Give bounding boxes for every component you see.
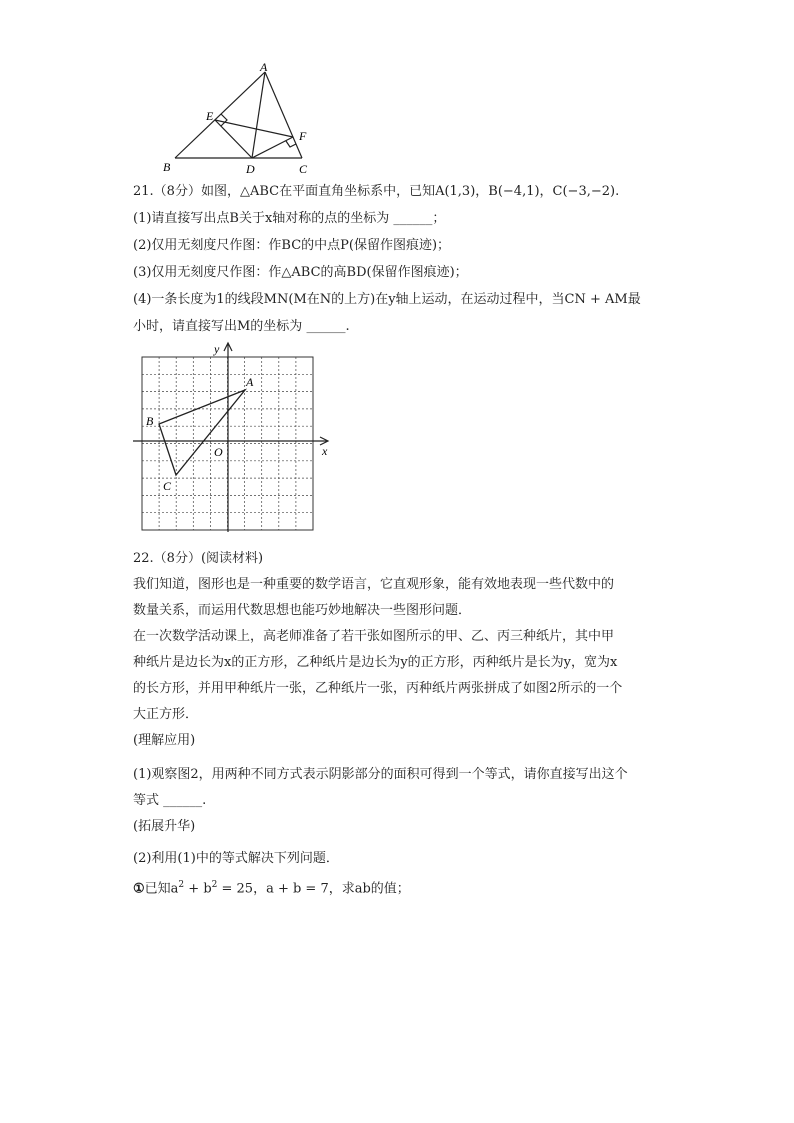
axis-y-label: y (214, 342, 220, 356)
q21-header: 21.（8分）如图，△ABC在平面直角坐标系中，已知A(1,3)，B(−4,1)，C(−3,−2). (133, 184, 620, 199)
label-a: A (260, 60, 268, 74)
q22-q2-part1-text-c: = 25，a + b = 7，求ab的值； (217, 881, 410, 897)
side-ab (175, 72, 265, 158)
label-e: E (206, 109, 214, 123)
q22-q2-part1-text-a: 已知a (144, 881, 179, 897)
q22-q2-part1-text-b: + b (184, 881, 212, 897)
q22-header: 22.（8分）(阅读材料) (133, 551, 264, 566)
q22-section-understand: (理解应用) (133, 733, 196, 748)
label-d: D (246, 162, 255, 176)
segment-ef (215, 120, 293, 137)
q22-section-extend: (拓展升华) (133, 819, 196, 834)
q22-para2-line3: 的长方形，并用甲种纸片一张，乙种纸片一张，丙种纸片两张拼成了如图2所示的一个 (133, 681, 623, 696)
q21-part2: (2)仅用无刻度尺作图：作BC的中点P(保留作图痕迹)； (133, 238, 451, 253)
q21-part3: (3)仅用无刻度尺作图：作△ABC的高BD(保留作图痕迹)； (133, 265, 468, 280)
q21-part4-line1: (4)一条长度为1的线段MN(M在N的上方)在y轴上运动，在运动过程中，当CN + AM最 (133, 292, 641, 307)
coordinate-grid-figure (130, 340, 340, 535)
segment-df (252, 137, 293, 158)
segment-de (215, 120, 252, 158)
q22-para1-line1: 我们知道，图形也是一种重要的数学语言，它直观形象，能有效地表现一些代数中的 (133, 577, 615, 592)
q22-para2-line2: 种纸片是边长为x的正方形，乙种纸片是边长为y的正方形，丙种纸片是长为y，宽为x (133, 655, 618, 670)
q22-q1-line2: 等式 ______. (133, 793, 207, 808)
origin-label: O (214, 445, 223, 459)
point-a-label: A (246, 375, 254, 389)
exponent-a: 2 (178, 880, 185, 890)
q22-q1-line1: (1)观察图2，用两种不同方式表示阴影部分的面积可得到一个等式，请你直接写出这个 (133, 767, 628, 782)
label-b: B (163, 160, 171, 174)
triangle-figure (150, 55, 330, 180)
triangle-abc (159, 390, 245, 475)
exponent-b: 2 (211, 880, 218, 890)
axis-x-label: x (322, 444, 328, 458)
q21-part1: (1)请直接写出点B关于x轴对称的点的坐标为 ______； (133, 211, 446, 226)
point-c-label: C (163, 479, 172, 493)
segment-ad (252, 72, 265, 158)
q22-para2-line4: 大正方形． (133, 707, 199, 722)
label-f: F (299, 129, 307, 143)
side-ac (265, 72, 302, 158)
point-b-label: B (146, 414, 154, 428)
circled-number-one: ① (133, 881, 145, 897)
q22-para1-line2: 数量关系，而运用代数思想也能巧妙地解决一些图形问题． (133, 603, 472, 618)
q22-q2-part1 (133, 876, 410, 898)
label-c: C (299, 162, 308, 176)
right-angle-e (221, 114, 227, 126)
q22-para2-line1: 在一次数学活动课上，高老师准备了若干张如图所示的甲、乙、丙三种纸片，其中甲 (133, 629, 615, 644)
q22-q2: (2)利用(1)中的等式解决下列问题． (133, 851, 339, 866)
q21-part4-line2: 小时，请直接写出M的坐标为 ______. (133, 319, 350, 334)
